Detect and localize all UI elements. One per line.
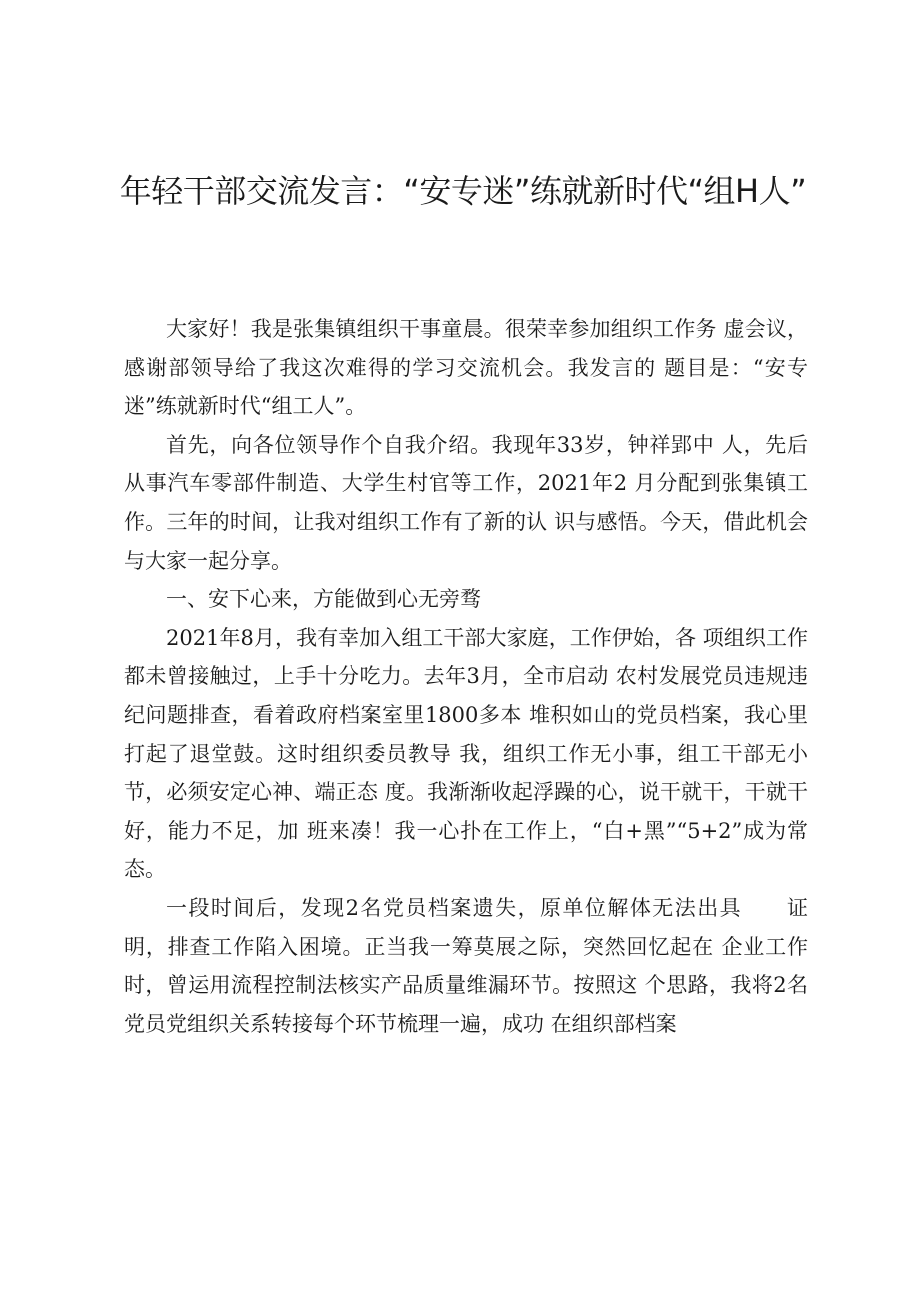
- document-body: [124, 310, 808, 1043]
- paragraph-section-2: 一段时间后，发现2名党员档案遗失，原单位解体无法出具 证明，排查工作陷入困境。正当我一筹莫展之际，突然回忆起在 企业工作时，曾运用流程控制法核实产品质量维漏环节。按照这 个思路，我将2名党员党组织关系转接每个环节梳理一遍，成功 在组织部档案: [124, 895, 808, 1036]
- paragraph-introduction: 首先，向各位领导作个自我介绍。我现年33岁，钟祥郢中 人，先后从事汽车零部件制造、大学生村官等工作，2021年2 月分配到张集镇工作。三年的时间，让我对组织工作有了新的认 识与感悟。今天，借此机会与大家一起分享。: [124, 432, 808, 573]
- paragraph-section-1: 2021年8月，我有幸加入组工干部大家庭，工作伊始，各 项组织工作都未曾接触过，上手十分吃力。去年3月，全市启动 农村发展党员违规违纪问题排查，看着政府档案室里1800多本 堆积如山的党员档案，我心里打起了退堂鼓。这时组织委员教导 我，组织工作无小事，组工干部无小节，必须安定心神、端正态 度。我渐渐收起浮躁的心，说干就干，干就干好，能力不足，加 班来凑！我一心扑在工作上，“白+黑”“5+2”成为常态。: [124, 625, 808, 882]
- paragraph-greeting: 大家好！我是张集镇组织干事童晨。很荣幸参加组织工作务 虚会议，感谢部领导给了我这次难得的学习交流机会。我发言的 题目是：“安专迷”练就新时代“组工人”。: [124, 317, 808, 419]
- document-title: 年轻干部交流发言：“安专迷”练就新时代“组H人”: [119, 172, 807, 210]
- section-heading: 一、安下心来，方能做到心无旁骛: [166, 587, 481, 612]
